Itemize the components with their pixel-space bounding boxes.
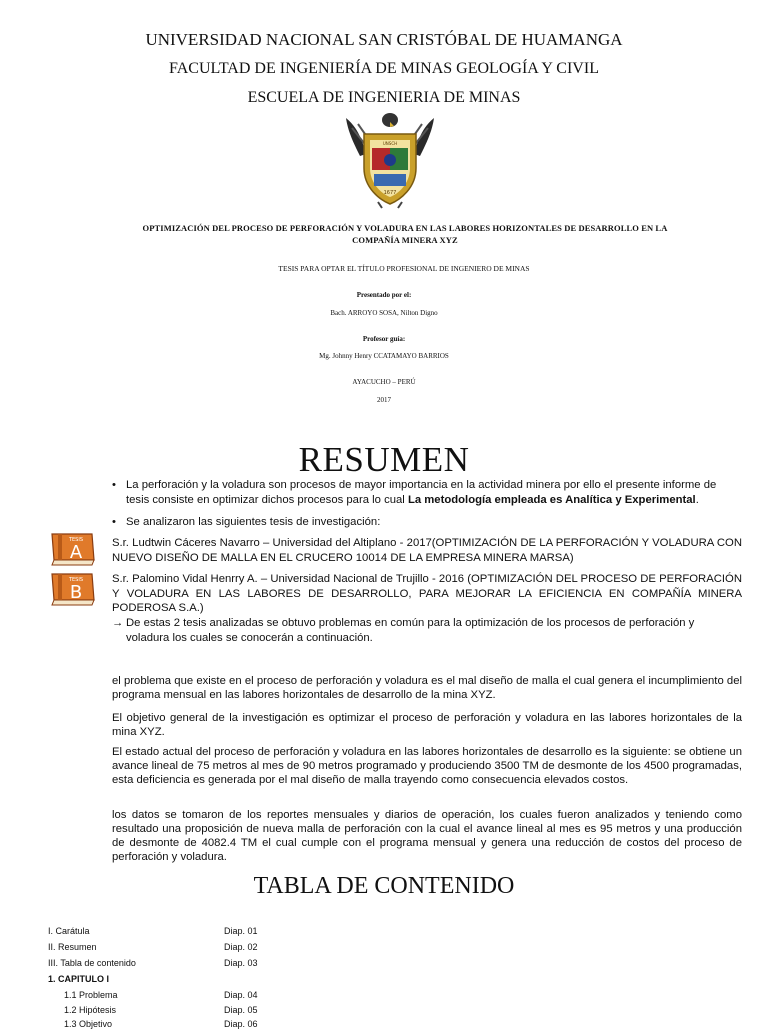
svg-text:TESIS: TESIS <box>68 577 84 583</box>
year: 2017 <box>377 396 391 404</box>
university-crest-icon <box>338 108 442 212</box>
svg-text:B: B <box>69 582 83 603</box>
advisor-label: Profesor guía: <box>362 335 406 343</box>
paragraph-results: los datos se tomaron de los reportes mensuales y diarios de operación, los cuales fueron analizados y teniendo como resultado una proposición de nueva malla de perforación con la cual el avance lineal al mes es 95 metros y una producción de desmonte de 4082.4 TM el cual cumple con el programa mensual y genera una reducción de costos del proceso de perforación y voladura. <box>112 809 742 863</box>
svg-text:UNSCH: UNSCH <box>382 141 398 146</box>
book-b-icon <box>48 570 98 608</box>
bullet-methodology <box>112 478 742 507</box>
resumen-heading: RESUMEN <box>298 440 470 479</box>
toc-page: Diap. 02 <box>224 942 258 952</box>
conclusion-text: De estas 2 tesis analizadas se obtuvo problemas en común para la optimización de los procesos de perforación y voladura los cuales se conocerán a continuación. <box>126 617 695 644</box>
toc-item: 1.2 Hipótesis <box>64 1005 117 1015</box>
svg-text:TESIS: TESIS <box>68 537 84 543</box>
toc-page: Diap. 05 <box>224 1005 258 1015</box>
thesis-purpose: TESIS PARA OPTAR EL TÍTULO PROFESIONAL DE INGENIERO DE MINAS <box>278 264 530 273</box>
svg-text:A: A <box>69 542 83 563</box>
school-name: ESCUELA DE INGENIERIA DE MINAS <box>247 89 521 106</box>
toc-page: Diap. 01 <box>224 926 258 936</box>
university-name: UNIVERSIDAD NACIONAL SAN CRISTÓBAL DE HUAMANGA <box>145 30 623 49</box>
toc-page: Diap. 04 <box>224 990 258 1000</box>
toc-item: I. Carátula <box>48 926 90 936</box>
author-name: Bach. ARROYO SOSA, Nilton Digno <box>330 309 438 317</box>
paragraph-objective: El objetivo general de la investigación es optimizar el proceso de perforación y voladura en las labores horizontales de la mina XYZ. <box>112 712 742 738</box>
conclusion-arrow-item <box>112 616 732 645</box>
advisor-name: Mg. Johnny Henry CCATAMAYO BARRIOS <box>319 352 449 360</box>
faculty-name: FACULTAD DE INGENIERÍA DE MINAS GEOLOGÍA Y CIVIL <box>169 60 599 77</box>
right-arrow-icon: → <box>112 617 124 629</box>
toc-item: 1.3 Objetivo <box>64 1019 113 1029</box>
toc-item: 1.1 Problema <box>64 990 118 1000</box>
thesis-reference-b: S.r. Palomino Vidal Henrry A. – Universidad Nacional de Trujillo - 2016 (OPTIMIZACIÓN DEL PROCESO DE PERFORACIÓN Y VOLADURA EN LAS LABORES DE DESARROLLO, PARA MEJORAR LA EFICIENCIA EN COMPAÑÍA MINERA PODEROSA S.A.) <box>112 573 742 614</box>
bullet-dot: • <box>112 516 116 528</box>
toc-heading: TABLA DE CONTENIDO <box>253 873 515 899</box>
paragraph-current-state: El estado actual del proceso de perforación y voladura en las labores horizontales de desarrollo es la siguiente: se obtiene un avance lineal de 75 metros al mes de 90 metros programado y produciendo 3500 TM de desmonte de los 4500 programadas, esta deficiencia es generada por el mal diseño de malla trayendo como consecuencia elevados costos. <box>112 746 742 786</box>
methodology-bold: La metodología empleada es Analítica y Experimental <box>407 493 696 506</box>
thesis-reference-a: S.r. Ludtwin Cáceres Navarro – Universidad del Altiplano - 2017(OPTIMIZACIÓN DE LA PERFORACIÓN Y VOLADURA CON NUEVO DISEÑO DE MALLA EN EL CRUCERO 10014 DE LA EMPRESA MINERA MARSA) <box>112 537 742 564</box>
book-a-icon <box>48 530 98 568</box>
thesis-title: OPTIMIZACIÓN DEL PROCESO DE PERFORACIÓN Y VOLADURA EN LAS LABORES HORIZONTALES DE DESARROLLO EN LA COMPAÑÍA MINERA XYZ <box>142 223 668 245</box>
bullet-theses-analyzed <box>112 515 742 530</box>
presented-by-label: Presentado por el: <box>356 291 412 299</box>
toc-page: Diap. 03 <box>224 958 258 968</box>
toc-item: III. Tabla de contenido <box>48 958 136 968</box>
bullet-text: La perforación y la voladura son procesos de mayor importancia en la actividad minera por ello el presente informe de tesis consiste en optimizar dichos procesos para lo cual La metodología empleada es Analítica y Experimental. <box>126 479 717 506</box>
bullet-dot: • <box>112 479 116 491</box>
toc-page: Diap. 06 <box>224 1019 258 1029</box>
toc-item: II. Resumen <box>48 942 97 952</box>
svg-text:1677: 1677 <box>383 190 397 196</box>
bullet-text: Se analizaron las siguientes tesis de investigación: <box>126 516 381 528</box>
place: AYACUCHO – PERÚ <box>352 378 416 386</box>
toc-chapter: 1. CAPITULO I <box>48 974 110 984</box>
paragraph-problem: el problema que existe en el proceso de perforación y voladura es el mal diseño de malla el cual genera el incumplimiento del programa mensual en las labores horizontales de desarrollo de la mina XYZ. <box>112 675 742 701</box>
